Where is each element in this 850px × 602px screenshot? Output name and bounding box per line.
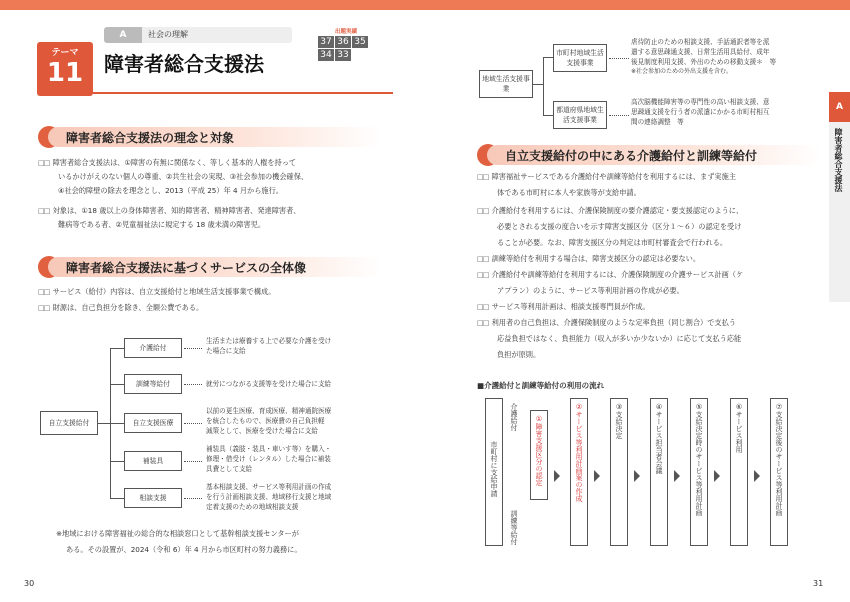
connector (110, 348, 124, 349)
text-line: 応益負担ではなく、負担能力（収入が多いか少ないか）に応じて支払う応能 (497, 334, 742, 343)
connector (110, 423, 124, 424)
flow-step: ②サービス等利用計画案の作成 (570, 398, 588, 546)
note-line: ※地域における障害福祉の総合的な相談窓口として基幹相談支援センターが (56, 529, 299, 538)
category-letter: A (104, 27, 142, 43)
dotted-leader (184, 498, 202, 499)
diagram-item: 市町村地域生活支援事業 (553, 44, 607, 72)
connector (98, 423, 110, 424)
dotted-leader (184, 348, 202, 349)
exam-year: 36 (335, 36, 351, 48)
diagram-desc: 補装具（義肢・装具・車いす等）を購入・ 修理・借受け（レンタル）した場合に補装 具費として支給 (206, 445, 332, 473)
diagram-root: 地域生活支援事業 (479, 70, 533, 98)
flow-arrow (674, 470, 680, 482)
connector (533, 84, 543, 85)
right-page (425, 0, 850, 602)
connector (543, 57, 553, 58)
text-line: □□ サービス等利用計画は、相談支援専門員が作成。 (477, 302, 650, 311)
connector (110, 498, 124, 499)
text-line: □□ 介護給付を利用するには、介護保険制度の要介護認定・要支援認定のように、 (477, 206, 744, 215)
title-underline (93, 92, 393, 94)
connector (110, 384, 124, 385)
section-heading-text: 障害者総合支援法に基づくサービスの全体像 (66, 260, 307, 275)
exam-year: 34 (318, 49, 334, 61)
flow-arrow (634, 470, 640, 482)
page-number: 31 (813, 579, 824, 588)
side-tab-text: 障害者総合支援法 (834, 128, 843, 192)
theme-number: 11 (46, 58, 84, 88)
text-line: 体である市町村に本人や家族等が支給申請。 (497, 188, 641, 197)
exam-year: 35 (352, 36, 368, 48)
text-line: ④社会的障壁の除去を理念とし、2013（平成 25）年 4 月から施行。 (58, 186, 283, 195)
flow-care-label: 介護給付 (510, 403, 518, 431)
flow-apply: 市町村に支給申請 (490, 441, 498, 497)
flow-step: ③支給決定 (610, 398, 628, 546)
category-bar (104, 27, 292, 43)
connector (110, 461, 124, 462)
diagram-item: 都道府県地域生活支援事業 (553, 101, 607, 129)
theme-label: テーマ (51, 48, 79, 58)
flow-arrow (554, 470, 560, 482)
flow-step: ⑦支給決定後のサービス等利用計画 (770, 398, 788, 546)
text-line: □□ 財源は、自己負担分を除き、全額公費である。 (38, 303, 204, 312)
flow-train-label: 訓練等給付 (510, 510, 518, 545)
text-line: ることが必要。なお、障害支援区分の判定は市町村審査会で行われる。 (497, 238, 728, 247)
exam-years (318, 36, 374, 61)
exam-record (318, 27, 374, 61)
flow-step: ④サービス担当者会議 (650, 398, 668, 546)
text-line: 難病等である者、②児童福祉法に規定する 18 歳未満の障害児。 (58, 220, 266, 229)
page-number: 30 (24, 579, 35, 588)
flow-step: ⑤支給決定時のサービス等利用計画 (690, 398, 708, 546)
exam-year: 37 (318, 36, 334, 48)
dotted-leader (609, 115, 629, 116)
section-heading-overview (38, 255, 383, 279)
text-line: アプラン）のように、サービス等利用計画の作成が必要。 (497, 286, 684, 295)
dotted-leader (184, 423, 202, 424)
exam-label: 出題実績 (334, 29, 357, 35)
theme-badge (37, 42, 93, 96)
text-line: 必要とされる支援の度合いを示す障害支援区分（区分１～６）の認定を受け (497, 222, 742, 231)
flow-step: ①障害支援区分の認定 (530, 410, 548, 500)
diagram-desc: 基本相談支援、サービス等利用計画の作成 を行う計画相談支援、地域移行支援と地域 定着支援のための地域相談支援 (206, 483, 332, 511)
diagram-desc: 虐待防止のための相談支援、手話通訳者等を派 遣する意思疎通支援、日常生活用具給付、成年 後見制度利用支援、外出のための移動支援＊ 等 ※社会参加のための外出支援を含む。 (631, 38, 777, 75)
page-title: 障害者総合支援法 (104, 52, 264, 76)
section-heading-benefits (477, 143, 822, 167)
text-line: □□ 障害福祉サービスである介護給付や訓練等給付を利用するには、まず実施主 (477, 172, 736, 181)
diagram-item: 補装具 (124, 451, 182, 471)
side-tab (829, 92, 850, 302)
text-line: □□ サービス（給付）内容は、自立支援給付と地域生活支援事業で構成。 (38, 287, 276, 296)
flow-apply-box (485, 398, 503, 546)
text-line: いるかけがえのない個人の尊重、②共生社会の実現、③社会参加の機会確保、 (58, 172, 309, 181)
text-line: □□ 対象は、①18 歳以上の身体障害者、知的障害者、精神障害者、発達障害者、 (38, 206, 301, 215)
text-line: □□ 訓練等給付を利用する場合は、障害支援区分の認定は必要ない。 (477, 254, 701, 263)
diagram-desc: 就労につながる支援等を受けた場合に支給 (206, 380, 332, 388)
dotted-leader (609, 58, 629, 59)
connector (543, 57, 544, 115)
diagram-root: 自立支援給付 (40, 411, 98, 435)
diagram-desc: 高次脳機能障害等の専門性の高い相談支援、意 思疎通支援を行う者の派遣にかかる市町村相互 間の連絡調整 等 (631, 98, 770, 126)
text-line: □□ 介護給付や訓練等給付を利用するには、介護保険制度の介護サービス計画（ケ (477, 270, 744, 279)
category-name: 社会の理解 (148, 30, 188, 39)
diagram-item: 相談支援 (124, 488, 182, 508)
section-heading-principles (38, 125, 383, 149)
flow-arrow (594, 470, 600, 482)
side-tab-letter: A (829, 92, 850, 122)
flow-step: ⑥サービス利用 (730, 398, 748, 546)
diagram-desc: 生活または療養する上で必要な介護を受け た場合に支給 (206, 337, 332, 355)
flow-title: ■介護給付と訓練等給付の利用の流れ (477, 381, 605, 390)
text-line: □□ 障害者総合支援法は、①障害の有無に関係なく、等しく基本的人権を持って (38, 158, 297, 167)
dotted-leader (184, 461, 202, 462)
diagram-item: 訓練等給付 (124, 374, 182, 394)
section-heading-text: 自立支援給付の中にある介護給付と訓練等給付 (505, 148, 758, 163)
diagram-item: 自立支援医療 (124, 413, 182, 433)
note-line: ある。その設置が、2024（令和 6）年 4 月から市区町村の努力義務に。 (66, 545, 302, 554)
flow-arrow (714, 470, 720, 482)
text-line: □□ 利用者の自己負担は、介護保険制度のような定率負担（同じ割合）で支払う (477, 318, 736, 327)
text-line: 負担が原則。 (497, 350, 541, 359)
exam-year: 33 (335, 49, 351, 61)
connector (543, 115, 553, 116)
dotted-leader (184, 384, 202, 385)
section-heading-text: 障害者総合支援法の理念と対象 (66, 130, 235, 145)
diagram-item: 介護給付 (124, 338, 182, 358)
diagram-desc: 以前の更生医療、育成医療、精神通院医療 を統合したもので、医療費の自己負担軽 減策として、医療を受けた場合に支給 (206, 407, 332, 435)
flow-arrow (754, 470, 760, 482)
